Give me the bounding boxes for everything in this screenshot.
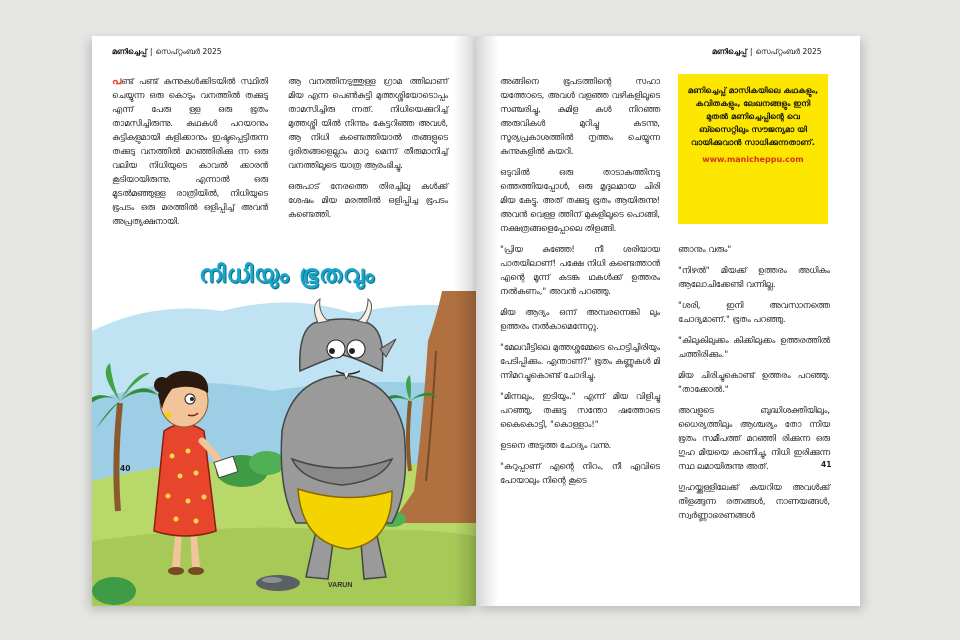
bush bbox=[249, 451, 285, 475]
story-paragraph: അവളുടെ ബുദ്ധിശക്തിയിലും, ധൈര്യത്തിലും ആശ്ചര്യം തോ ന്നിയ ഭൂതം സമീപത്ത് മറഞ്ഞി രിക്കുന്ന ഒരു ഗുഹ മിയയെ കാണിച്ചു, നിധി ഇരിക്കുന്ന സ്ഥ ലമായിരുന്നു അത്. bbox=[678, 405, 830, 471]
ground-foreground bbox=[92, 528, 476, 606]
left-column-1 bbox=[112, 74, 268, 235]
rock bbox=[256, 575, 300, 591]
running-header bbox=[712, 47, 822, 57]
story-paragraph: "മേലവീട്ടിലെ മുത്തശ്ശമ്മേടെ പൊട്ടിച്ചിരിയും പേടിപ്പിക്കും. എന്താണ്?" ഭൂതം കണ്ണുകൾ മി ന്നിമറച്ചുകൊണ്ട് ചോദിച്ചു. bbox=[500, 342, 660, 380]
story-paragraph: മിയ ആദ്യം ഒന്ന് അമ്പരന്നെങ്കി ലും ഉത്തരം നൽകാമെന്നേറ്റു. bbox=[500, 307, 660, 331]
story-paragraph: "നിഴൽ" മിയക്ക് ഉത്തരം അധികം ആലോചിക്കേണ്ടി വന്നില്ല. bbox=[678, 265, 830, 289]
page-gutter-shadow bbox=[476, 36, 498, 606]
story-paragraph: "മിന്നലും, ഇടിയും." എന്ന് മിയ വിളിച്ചു പറഞ്ഞു, തക്കുടു സന്തോ ഷത്തോടെ കൈകൊട്ടി, "കൊള്ളാം!" bbox=[500, 391, 660, 429]
page-number-right: 41 bbox=[821, 460, 832, 469]
story-paragraph: ഉടനെ അടുത്ത ചോദ്യം വന്നു. bbox=[500, 440, 612, 450]
promo-text: മണിച്ചെപ്പ് മാസികയിലെ കഥകളും, കവിതകളും, ലേഖനങ്ങളും ഇനി മുതൽ മണിച്ചെപ്പിന്റെ വെ ബ്സൈറ്റിലും സൗജന്യമാ യി വായിക്കുവാൻ സാധിക്കുന്നതാണ്. bbox=[687, 85, 819, 147]
running-header bbox=[112, 47, 222, 57]
bush bbox=[92, 577, 136, 605]
website-link[interactable]: www.manicheppu.com bbox=[702, 155, 804, 164]
artist-signature: VARUN bbox=[328, 582, 353, 589]
magazine-name: മണിച്ചെപ്പ് bbox=[712, 47, 747, 56]
story-paragraph: ഒടുവിൽ ഒരു താടാകത്തിനടു ത്തെത്തിയപ്പോൾ, ഒരു മൃദുലമായ ചിരി മിയ കേട്ടു. അത് തക്കുടു ഭൂതം ആയിരുന്നു! അവൻ വെള്ള ത്തിന് മുകളിലൂടെ പൊങ്ങി, നക്ഷത്രങ്ങളെപ്പോലെ തിളങ്ങി. bbox=[500, 167, 660, 233]
drop-cap: പ bbox=[112, 74, 122, 87]
header-separator: | bbox=[749, 47, 753, 56]
story-paragraph: "ശരി, ഇനി അവസാനത്തെ ചോദ്യമാണ്." ഭൂതം പറഞ്ഞു. bbox=[678, 300, 830, 324]
right-page bbox=[476, 36, 860, 606]
issue-date: സെപ്റ്റംബർ 2025 bbox=[155, 47, 222, 56]
story-paragraph: "കറുപ്പാണ് എന്റെ നിറം, നീ എവിടെ പോയാലും നിന്റെ കൂടെ bbox=[500, 461, 660, 485]
left-page bbox=[92, 36, 476, 606]
page-number-left: 40 bbox=[120, 464, 131, 473]
header-separator: | bbox=[149, 47, 153, 56]
story-paragraph: "പ്രിയ കുഞ്ഞേ! നീ ശരിയായ പാതയിലാണ്! പക്ഷേ നിധി കണ്ടെത്താൻ എന്റെ മൂന്ന് കടങ്ക ഥകൾക്ക് ഉത്തരം നൽകണം," അവൻ പറഞ്ഞു. bbox=[500, 244, 660, 296]
story-paragraph: അങ്ങിനെ ഭൂപടത്തിന്റെ സഹാ യത്തോടെ, അവൾ വളഞ്ഞ വഴികളിലൂടെ സഞ്ചരിച്ചു, കുമിള കൾ നിറഞ്ഞ അരുവികൾ മുറിച്ചു കടന്നു, സൂര്യപ്രകാശത്തിൽ നൃത്തം ചെയ്യുന്ന കുന്നുകളിൽ കയറി. bbox=[500, 76, 660, 156]
story-paragraph: പണ്ട് പണ്ട് കുന്നുകൾക്കിടയിൽ സ്ഥിതി ചെയ്യുന്ന ഒരു കൊടും വനത്തിൽ തക്കുടു എന്ന് പേരു ള്ള ഒരു ഭൂതം താമസിച്ചിരുന്നു. കഥകൾ പറയാനും കുട്ടികളുമായി കളിക്കാനും ഇഷ്ടപ്പെട്ടിരുന്ന തക്കുടു വനത്തിൽ മറഞ്ഞിരിക്കു ന്ന ഒരു വലിയ നിധിയുടെ കാവൽ ക്കാരൻ കൂടിയായിരുന്നു. എന്നാൽ ഒരു മൂടൽമഞ്ഞുള്ള രാത്രിയിൽ, നിധിയുടെ ഭൂപടം ഒരു മരത്തിൽ ഒളിപ്പിച്ച് അവൻ അപ്രത്യക്ഷനായി. bbox=[112, 74, 268, 226]
left-column-2 bbox=[288, 74, 448, 228]
right-column-2 bbox=[678, 242, 830, 529]
story-illustration bbox=[92, 291, 476, 606]
story-paragraph: ഒരുപാട് നേരത്തെ തിരച്ചിലു കൾക്ക് ശേഷം മിയ മരത്തിൽ ഒളിപ്പിച്ച ഭൂപടം കണ്ടെത്തി. bbox=[288, 181, 448, 219]
page-gutter-shadow bbox=[454, 36, 476, 606]
story-title: നിധിയും ഭൂതവും bbox=[199, 260, 375, 288]
magazine-name: മണിച്ചെപ്പ് bbox=[112, 47, 147, 56]
right-column-1 bbox=[500, 74, 660, 494]
story-paragraph: ആ വനത്തിനടുത്തുള്ള ഗ്രാമ ത്തിലാണ് മിയ എന്ന പെൺകുട്ടി മുത്തശ്ശിയോടൊപ്പം താമസിച്ചിരു ന്നത്. നിധിയെക്കുറിച്ച് മുത്തശ്ശി യിൽ നിന്നും കേട്ടറിഞ്ഞ അവൾ, ആ നിധി കണ്ടെത്തിയാൽ തങ്ങളുടെ ദുരിതങ്ങളെല്ലാം മാറു മെന്ന് തീരുമാനിച്ച് വനത്തിലൂടെ യാത്ര ആരംഭിച്ചു. bbox=[288, 76, 448, 170]
promo-box bbox=[678, 74, 828, 224]
story-paragraph: ഞാനും വരും" bbox=[678, 244, 732, 254]
story-paragraph: ഗുഹയ്ക്കുള്ളിലേക്ക് കയറിയ അവൾക്ക് തിളങ്ങുന്ന രത്നങ്ങൾ, നാണയങ്ങൾ, സ്വർണ്ണാഭരണങ്ങൾ bbox=[678, 482, 830, 520]
story-paragraph: "കിലുകിലുക്കം കിക്കിലുക്കം ഉത്തരത്തിൽ ചത്തിരിക്കും." bbox=[678, 335, 830, 359]
issue-date: സെപ്റ്റംബർ 2025 bbox=[755, 47, 822, 56]
story-paragraph: മിയ ചിരിച്ചുകൊണ്ട് ഉത്തരം പറഞ്ഞു. "താക്കോൽ." bbox=[678, 370, 830, 394]
